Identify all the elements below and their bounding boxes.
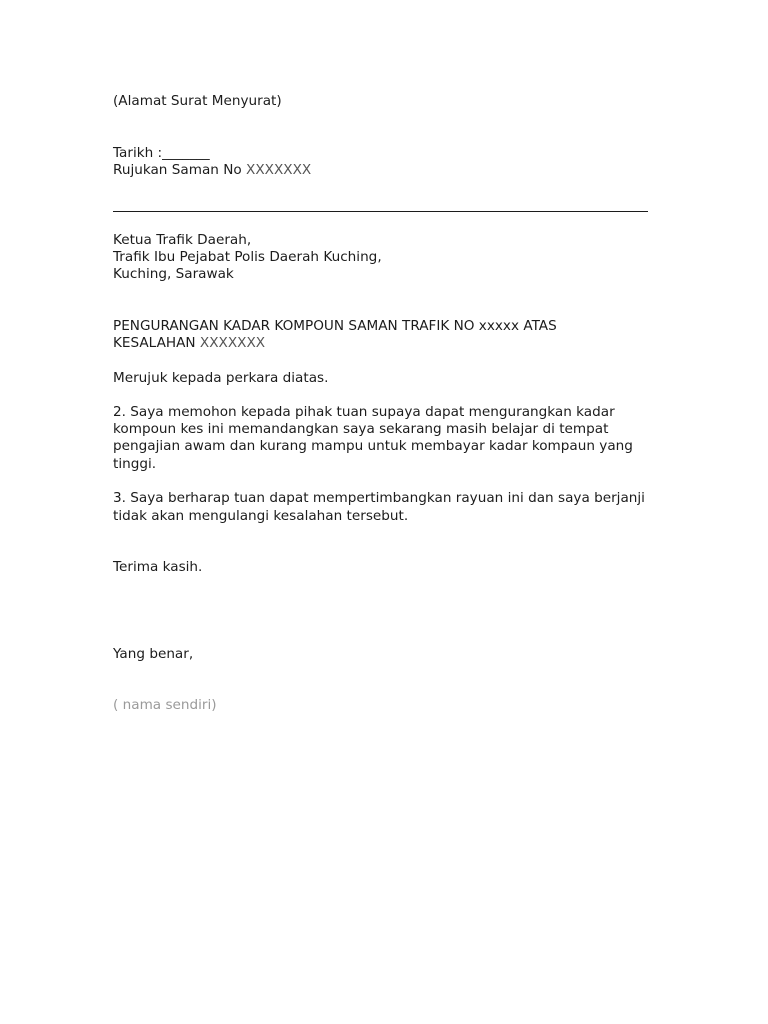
reference-label: Rujukan Saman No xyxy=(113,162,247,178)
reference-line xyxy=(113,162,311,179)
date-line xyxy=(113,145,210,162)
paragraph-2-line: 2. Saya memohon kepada pihak tuan supaya dapat mengurangkan kadar xyxy=(113,404,615,420)
recipient-line: Trafik Ibu Pejabat Polis Daerah Kuching, xyxy=(113,249,382,265)
thanks-line: Terima kasih. xyxy=(113,559,203,575)
subject-line: PENGURANGAN KADAR KOMPOUN SAMAN TRAFIK NO xxxxx ATAS xyxy=(113,318,557,334)
paragraph-3-line: 3. Saya berharap tuan dapat mempertimbangkan rayuan ini dan saya berjanji xyxy=(113,490,645,506)
recipient-line: Ketua Trafik Daerah, xyxy=(113,232,252,248)
closing-line: Yang benar, xyxy=(113,646,194,662)
paragraph-2-line: pengajian awam dan kurang mampu untuk membayar kadar kompaun yang xyxy=(113,438,633,454)
date-label: Tarikh : xyxy=(113,145,163,161)
address-header: (Alamat Surat Menyurat) xyxy=(113,93,282,109)
date-blank: _______ xyxy=(162,145,210,161)
subject-offence-value: XXXXXXX xyxy=(199,335,266,351)
paragraph-3-line: tidak akan mengulangi kesalahan tersebut. xyxy=(113,508,409,524)
opening-line: Merujuk kepada perkara diatas. xyxy=(113,370,329,386)
signature-placeholder: ( nama sendiri) xyxy=(113,697,217,713)
paragraph-2-line: kompoun kes ini memandangkan saya sekarang masih belajar di tempat xyxy=(113,421,609,437)
subject-label: KESALAHAN xyxy=(113,335,200,351)
subject-line xyxy=(113,335,265,352)
paragraph-2-line: tinggi. xyxy=(113,456,157,472)
separator-rule xyxy=(113,211,648,212)
reference-value: XXXXXXX xyxy=(246,162,312,178)
recipient-line: Kuching, Sarawak xyxy=(113,266,234,282)
